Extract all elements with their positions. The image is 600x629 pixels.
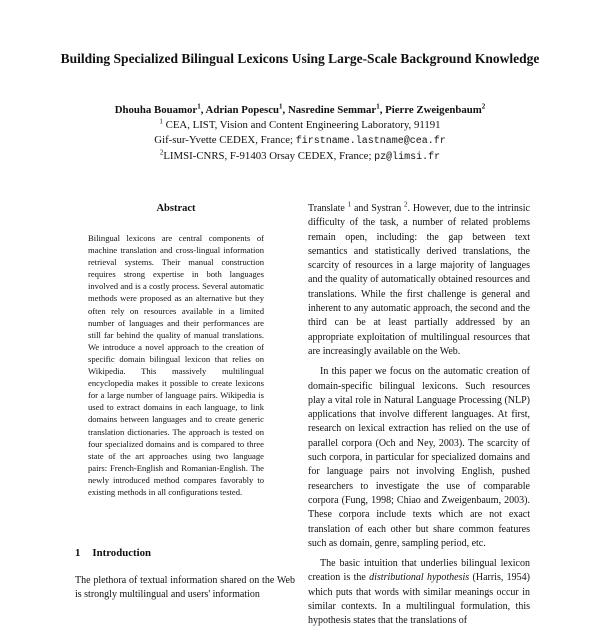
text-run: The basic intuition that underlies bilingual lexicon creation is the	[308, 558, 530, 584]
affiliation-sup: 1	[159, 117, 163, 126]
italic-term: distributional hypothesis	[369, 572, 470, 584]
affiliation-2-text: LIMSI-CNRS, F-91403 Orsay CEDEX, France;	[163, 150, 375, 162]
text-run: and Systran	[351, 203, 405, 214]
email-limsi: pz@limsi.fr	[374, 152, 441, 163]
author-block	[40, 103, 560, 165]
section-number: 1	[75, 547, 81, 559]
section-title: Introduction	[92, 547, 152, 559]
abstract-text: Bilingual lexicons are central components of machine translation and cross-lingual information retrieval systems. Their manual construction requires strong expertise in both languages involved and is a costly process. Several automatic methods were proposed as an alternative but they often rely on resources available in a limited number of languages and their performances are still far behind the quality of manual translations. We introduce a novel approach to the creation of specific domain bilingual lexicon that relies on Wikipedia. This massively multilingual encyclopedia makes it possible to create lexicons for a large number of language pairs. Wikipedia is used to extract domains in each language, to link domains between languages and to create generic translation dictionaries. The approach is tested on four specialized domains and is compared to three state of the art approaches using two language pairs: French-English and Romanian-English. The newly introduced method compares favorably to existing methods in all configurations tested.	[88, 233, 264, 497]
affiliation-1	[40, 118, 560, 133]
text-run: Translate	[308, 203, 348, 214]
paper-title: Building Specialized Bilingual Lexicons Using Large-Scale Background Knowledge	[60, 51, 540, 66]
introduction-text: The plethora of textual information shared on the Web is strongly multilingual and users' information	[75, 575, 295, 601]
affiliation-1-line2	[40, 133, 560, 149]
author-name: Nasredine Semmar	[287, 104, 377, 116]
footnote-marker: 1	[347, 200, 352, 209]
abstract-section	[88, 203, 264, 498]
right-paragraph-2: In this paper we focus on the automatic creation of domain-specific bilingual lexicons. Such resources play a vital role in Natural Language Processing (NLP) applications that involve different languages. At first, research on lexical extraction has relied on the use of parallel corpora (Och and Ney, 2003). The scarcity of such corpora, in particular for specialized domains and for language pairs not involving English, pushed researchers to investigate the use of comparable corpora (Fung, 1998; Chiao and Zweigenbaum, 2003). These corpora include texts which are not exact translation of each other but share common features such as domain, genre, sampling period, etc.	[308, 366, 530, 549]
email-cea: firstname.lastname@cea.fr	[295, 136, 446, 147]
author-name: Pierre Zweigenbaum	[385, 104, 482, 116]
author-sup: 1	[197, 102, 201, 111]
affiliation-sup: 2	[159, 148, 164, 157]
right-column	[308, 202, 530, 629]
affiliation-1-location: Gif-sur-Yvette CEDEX, France;	[154, 134, 296, 146]
author-sup: 1	[279, 102, 283, 111]
section-heading-introduction	[75, 547, 151, 559]
text-run: . However, due to the intrinsic difficulty of the task, a number of related problems remain open, including: the gap between text semantics and statistically derived translations, the scarcity of resources in a large majority of languages and the quality of automatically obtained resources and translations. While the first challenge is general and inherent to any automatic approach, the second and the third can be at least partially addressed by an appropriate exploitation of multilingual resources that are increasingly available on the Web.	[308, 203, 530, 357]
right-paragraph-3	[308, 557, 530, 628]
footnote-marker: 2	[404, 200, 408, 209]
affiliation-1-line1: CEA, LIST, Vision and Content Engineering Laboratory, 91191	[165, 119, 441, 131]
text-run: (Harris, 1954) which puts that words with similar meanings occur in similar contexts. In a multilingual formulation, this hypothesis states that the translations of	[308, 572, 531, 627]
right-paragraph-1	[308, 202, 530, 359]
author-name: Dhouha Bouamor	[114, 104, 198, 116]
author-name: Adrian Popescu	[205, 104, 280, 116]
author-names: Dhouha Bouamor$^1$, Adrian Popescu$^1$, Nasredine Semmar$^1$, Pierre Zweigenbaum$^2$	[114, 102, 486, 116]
author-sup: 1	[376, 102, 380, 111]
affiliation-2	[40, 149, 560, 165]
author-sup: 2	[481, 102, 486, 111]
abstract-heading: Abstract	[156, 203, 196, 214]
